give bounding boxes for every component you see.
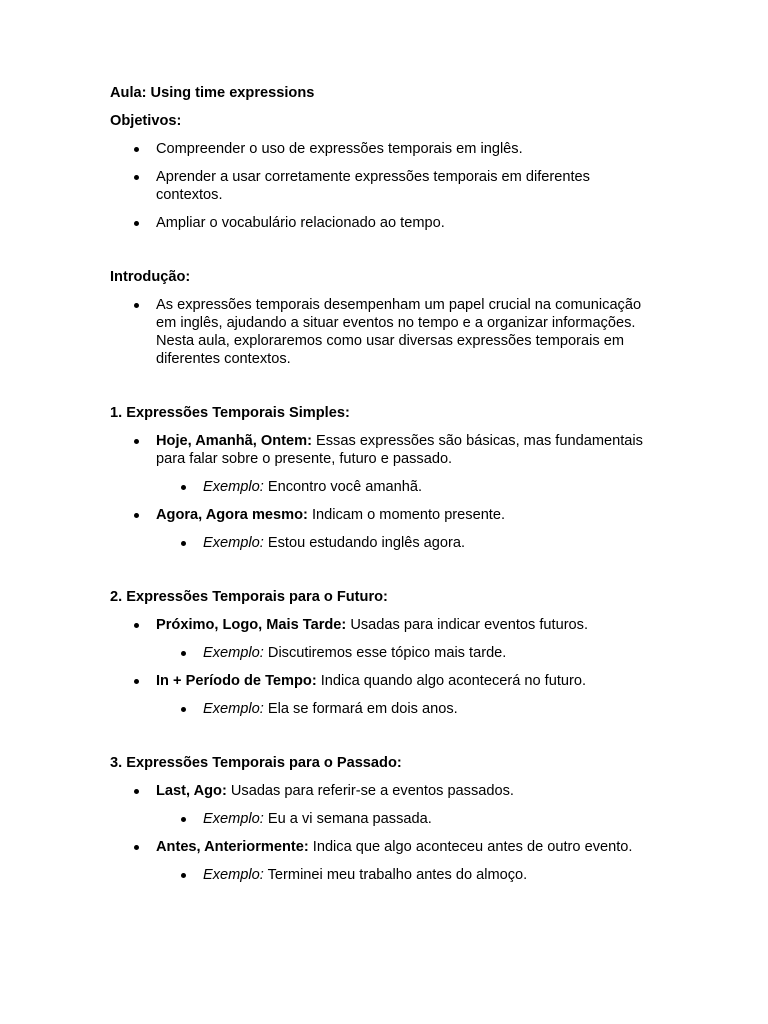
section-heading: 3. Expressões Temporais para o Passado: — [110, 755, 402, 771]
objectives-list — [110, 140, 650, 232]
list-item — [110, 782, 650, 800]
section-list — [110, 432, 650, 552]
term: Próximo, Logo, Mais Tarde: — [156, 617, 347, 633]
example-item — [110, 866, 650, 884]
list-item — [110, 506, 650, 524]
term: Antes, Anteriormente: — [156, 839, 309, 855]
list-item: Compreender o uso de expressões temporais em inglês. — [110, 140, 650, 158]
example-label: Exemplo: — [203, 867, 264, 883]
example-text: Ela se formará em dois anos. — [263, 701, 458, 717]
example-item — [110, 810, 650, 828]
term: In + Período de Tempo: — [156, 673, 317, 689]
term-description: Essas expressões são básicas, mas fundamentais para falar sobre o presente, futuro e passado. — [156, 433, 643, 467]
example-text: Encontro você amanhã. — [263, 479, 423, 495]
term-description: Indicam o momento presente. — [307, 507, 506, 523]
objectives-heading: Objetivos: — [110, 113, 182, 129]
example-item — [110, 700, 650, 718]
example-text: Eu a vi semana passada. — [263, 811, 432, 827]
introduction-list — [110, 296, 650, 368]
term-description: Usadas para indicar eventos futuros. — [346, 617, 589, 633]
example-text: Terminei meu trabalho antes do almoço. — [263, 867, 528, 883]
section-list — [110, 782, 650, 884]
list-item: Aprender a usar corretamente expressões temporais em diferentes contextos. — [110, 168, 650, 204]
section-heading: 2. Expressões Temporais para o Futuro: — [110, 589, 388, 605]
example-item — [110, 478, 650, 496]
list-item — [110, 616, 650, 634]
example-label: Exemplo: — [203, 479, 264, 495]
term: Hoje, Amanhã, Ontem: — [156, 433, 312, 449]
list-item — [110, 432, 650, 468]
list-item: As expressões temporais desempenham um papel crucial na comunicação em inglês, ajudando a situar eventos no tempo e a organizar informações. Nesta aula, exploraremos como usar diversas expressões temporais em diferentes contextos. — [110, 296, 650, 368]
term: Agora, Agora mesmo: — [156, 507, 308, 523]
list-item: Ampliar o vocabulário relacionado ao tempo. — [110, 214, 650, 232]
introduction-heading: Introdução: — [110, 269, 191, 285]
section-heading: 1. Expressões Temporais Simples: — [110, 405, 350, 421]
list-item — [110, 672, 650, 690]
section-list — [110, 616, 650, 718]
example-item — [110, 534, 650, 552]
term-description: Indica que algo aconteceu antes de outro evento. — [308, 839, 633, 855]
example-text: Estou estudando inglês agora. — [263, 535, 466, 551]
example-item — [110, 644, 650, 662]
example-label: Exemplo: — [203, 535, 264, 551]
list-item — [110, 838, 650, 856]
lesson-title: Aula: Using time expressions — [110, 85, 315, 101]
term: Last, Ago: — [156, 783, 227, 799]
term-description: Usadas para referir-se a eventos passados. — [226, 783, 514, 799]
document-page — [110, 84, 650, 884]
example-label: Exemplo: — [203, 811, 264, 827]
example-text: Discutiremos esse tópico mais tarde. — [263, 645, 507, 661]
example-label: Exemplo: — [203, 701, 264, 717]
example-label: Exemplo: — [203, 645, 264, 661]
term-description: Indica quando algo acontecerá no futuro. — [316, 673, 587, 689]
